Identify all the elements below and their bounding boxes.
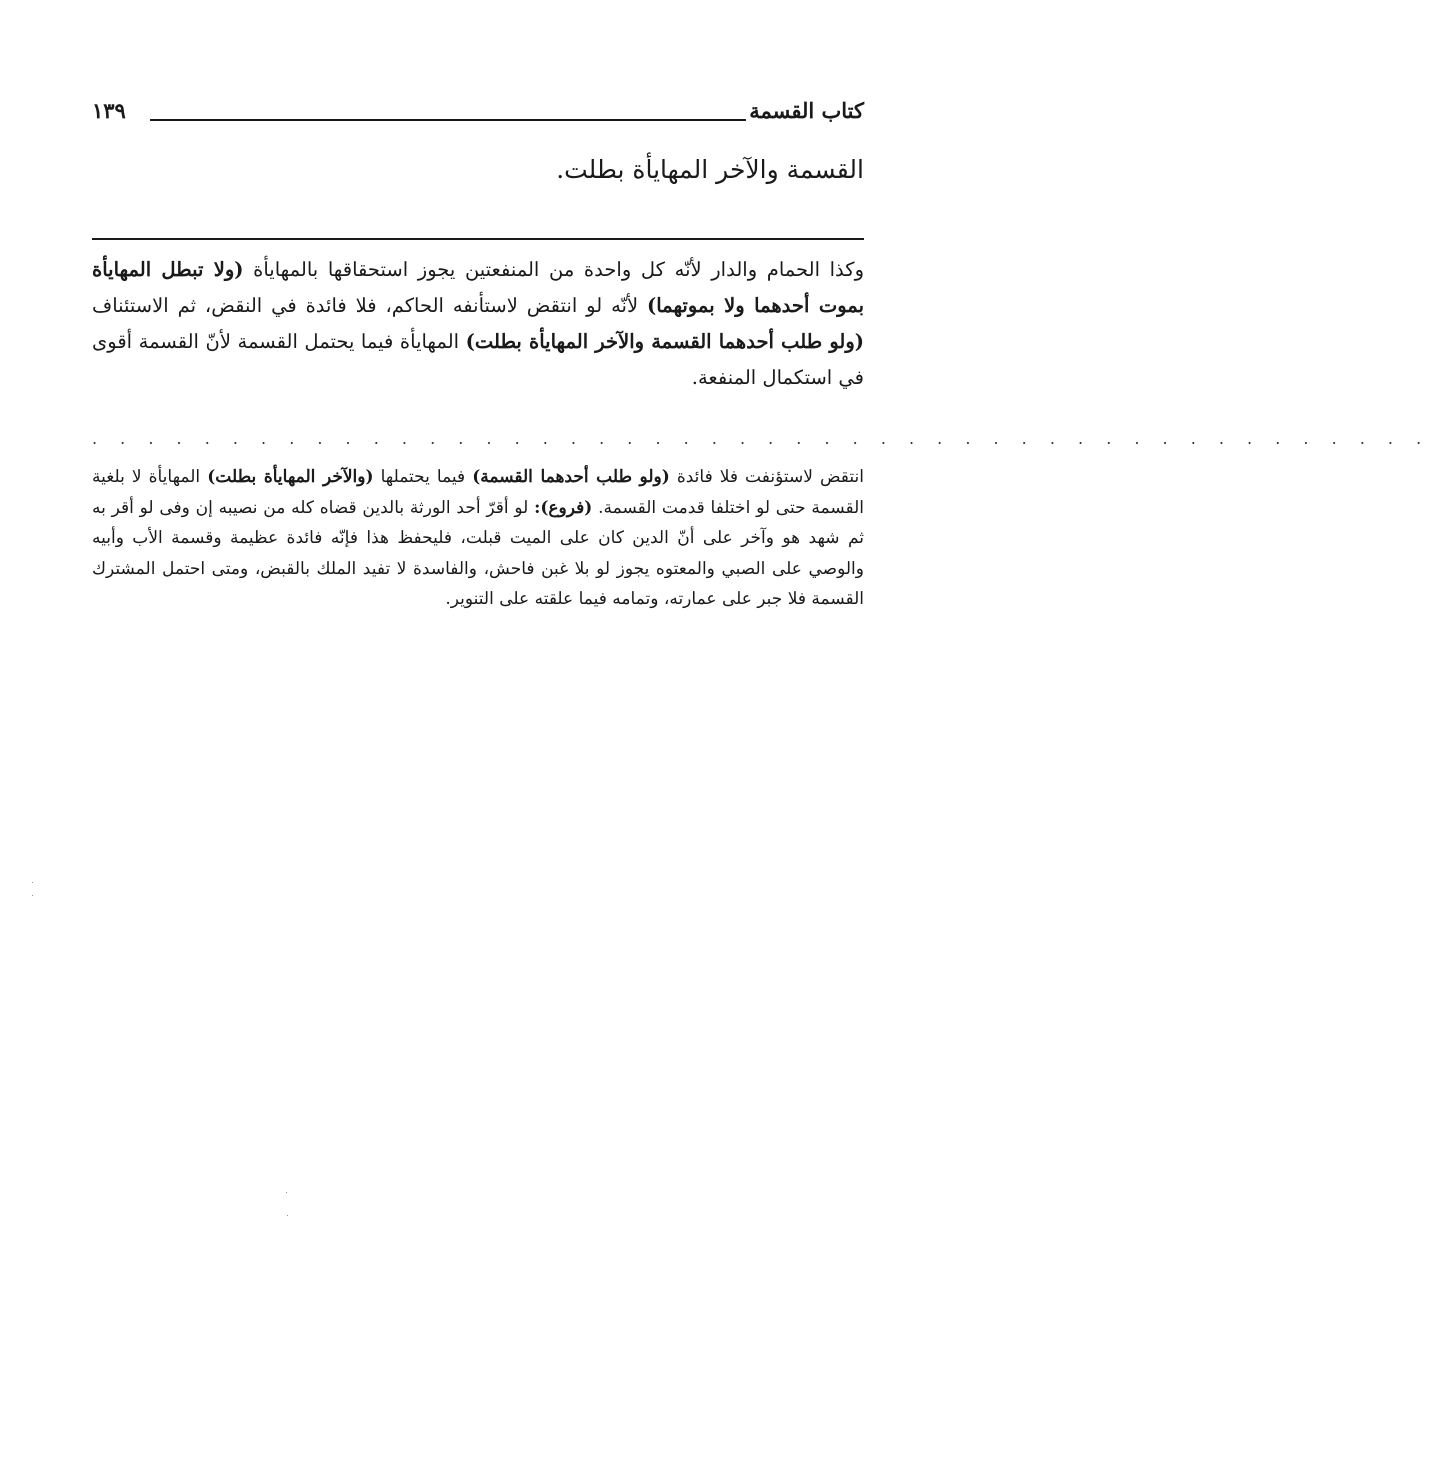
commentary-matn-quote: (ولو طلب أحدهما القسمة والآخر المهايأة بطلت) xyxy=(465,330,864,353)
scan-speck xyxy=(286,1192,287,1193)
commentary-divider xyxy=(92,238,864,240)
commentary-text: لأنّه لو انتقض لاستأنفه الحاكم، فلا فائدة في النقض، ثم الاستئناف xyxy=(92,294,647,317)
header-title: كتاب القسمة xyxy=(749,98,864,123)
running-header xyxy=(92,98,864,132)
footnote-text: انتقض لاستؤنفت فلا فائدة xyxy=(669,467,864,487)
header-rule xyxy=(150,119,746,121)
scan-speck xyxy=(32,882,33,883)
footnote-text: المهايأة لا بلغية القسمة حتى لو اختلفا قدمت القسمة. xyxy=(92,467,864,518)
main-text: القسمة والآخر المهايأة بطلت. xyxy=(556,155,864,184)
scan-speck xyxy=(287,1215,288,1216)
scan-speck xyxy=(32,895,33,896)
footnote-matn-quote: (ولو طلب أحدهما القسمة) xyxy=(472,467,670,487)
footnote-matn-quote: (والآخر المهايأة بطلت) xyxy=(207,467,374,487)
commentary-text: المهايأة فيما يحتمل القسمة لأنّ القسمة أقوى في استكمال المنفعة. xyxy=(92,330,864,389)
footnote-heading: (فروع): xyxy=(534,497,593,518)
commentary-text: وكذا الحمام والدار لأنّه كل واحدة من المنفعتين يجوز استحقاقها بالمهايأة xyxy=(243,258,864,281)
dotted-separator: . . . . . . . . . . . . . . . . . . . . . . . . . . . . . . . . . . . . . . . . . . . . . . . . xyxy=(92,429,1430,448)
footnote-paragraph xyxy=(92,462,864,615)
footnote-text: فيما يحتملها xyxy=(373,467,473,487)
page-number: ١٣٩ xyxy=(92,98,126,123)
footnote-text: لو أقرّ أحد الورثة بالدين قضاه كله من نصيبه إن وفى لو أقر به ثم شهد هو وآخر على أنّ الدين كان على الميت قبلت، فليحفظ هذا فإنّه فائدة عظيمة وقسمة الأب وأبيه والوصي على الصبي والمعتوه يجوز لو بلا غبن فاحش، والفاسدة لا تفيد الملك بالقبض، ومتى احتمل المشترك القسمة فلا جبر على عمارته، وتمامه فيما علقته على التنوير. xyxy=(92,497,864,609)
commentary-paragraph xyxy=(92,252,864,396)
commentary-matn-quote: (ولا تبطل المهايأة بموت أحدهما ولا بموتهما) xyxy=(92,258,864,317)
